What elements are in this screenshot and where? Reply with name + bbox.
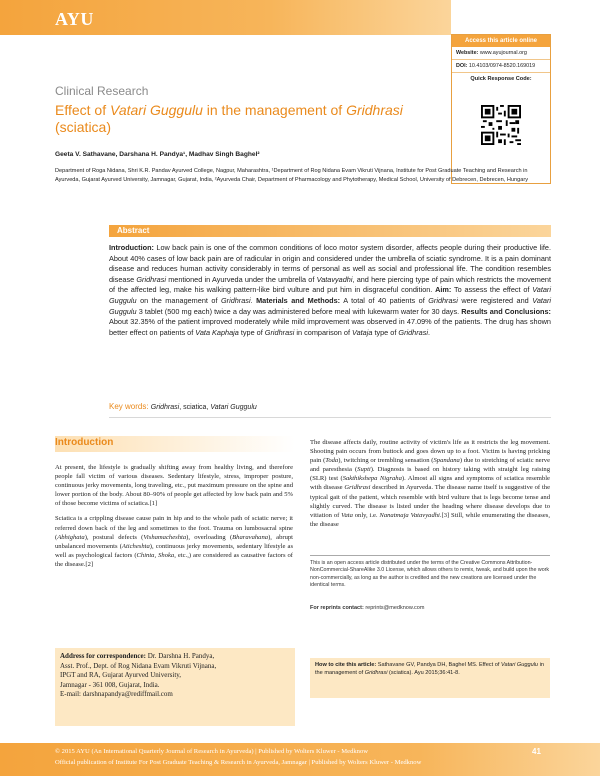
license-note: This is an open access article distributed under the terms of the Creative Commons Attribution-NonCommercial-ShareAlike 3.0 License, which allows others to remix, tweak, and build upon the work non-commercially, as long as the author is credited and the new creations are licensed under the identical terms. — [310, 560, 550, 589]
section-label: Clinical Research — [55, 84, 149, 98]
license-divider — [310, 555, 550, 556]
introduction-heading: Introduction — [55, 437, 114, 448]
author-list: Geeta V. Sathavane, Darshana H. Pandya¹, Madhav Singh Baghel² — [55, 151, 260, 158]
reprints-email[interactable]: reprints@medknow.com — [363, 605, 425, 611]
right-column-paragraph: The disease affects daily, routine activity of victim's life as it restricts the leg movement. Shooting pain occurs from buttock and goes down up to a foot. Victim is having pricking pain (Toda), twitching or trembling sensation (Spandana) due to stretching of sciatic nerve and paresthesia (Supti). Diagnosis is based on history taking with straight leg raising (SLR) test (Sakthikshepa Nigraha). Almost all signs and symptoms of sciatica resemble with disease Gridhrasi described in Ayurveda. The disease name itself is suggestive of the typical gait of the patient, which resemble with bird vulture that is legs become tense and slightly curved. The disease is listed under the heading where disease develops due to vitiation of Vata only, i.e. Nanatmaja Vatavyadhi.[3] Still, while enumerating the diseases, the disease — [310, 439, 551, 528]
keywords-divider — [109, 417, 551, 418]
left-column — [55, 463, 293, 575]
intro-paragraph-2: Sciatica is a crippling disease cause pain in hip and to the whole path of sciatic nerve; it referred down back of the leg and sometimes to the foot. Trauma on lumbosacral spine (Abhighata), postural defects (Vishamacheshta), overloading (Bharavahana), abrupt unbalanced movements (Aticheshta), continuous jerky movements, sedentary lifestyle as well as psychological factors (Chinta, Shoka, etc.,) are considered as causative factors of the disease.[2] — [55, 515, 294, 568]
doi-link[interactable]: 10.4103/0974-8520.169019 — [468, 63, 536, 69]
correspondence-email[interactable]: E-mail: darshnapandya@rediffmail.com — [60, 690, 173, 699]
website-row — [452, 47, 550, 60]
correspondence-box: Address for correspondence: Dr. Darshna H. Pandya, Asst. Prof., Dept. of Rog Nidana Evam Vikruti Vijnana, IPGT and RA, Gujarat Ayurved University, Jamnagar - 361 008, Gujarat, India. E-mail: darshnapandya@rediffmail.com — [55, 648, 295, 726]
abstract-heading-bar — [109, 225, 551, 237]
access-heading: Access this article online — [452, 35, 550, 47]
qr-label: Quick Response Code: — [470, 76, 532, 82]
reprints-contact: For reprints contact: reprints@medknow.com — [310, 605, 425, 611]
citation-box: How to cite this article: Sathavane GV, Pandya DH, Baghel MS. Effect of Vatari Guggulu in the management of Gridhrasi (sciatica). Ayu 2015;36:41-8. — [310, 658, 550, 698]
abstract-body: Introduction: Low back pain is one of the common conditions of loco motor system disorder, affects people during their productive life. About 40% cases of low back pain are of radicular in origin and considered under the umbrella of sciatic syndrome. It is a pain dominant disease and reduces human activity considerably in terms of personal as well as social and professional life. The condition resembles disease Gridhrasi mentioned in Ayurveda under the umbrella of Vatavyadhi, and here piercing type of pain which restricts the movement of the affected leg, make his walking pattern-like bird vulture and put him in disgraceful condition. Aim: To assess the effect of Vatari Guggulu on the management of Gridhrasi. Materials and Methods: A total of 40 patients of Gridhrasi were registered and Vatari Guggulu 3 tablet (500 mg each) twice a day was administered before meal with lukewarm water for 30 days. Results and Conclusions: About 32.35% of the patient improved moderately while mild improvement was observed in 47.09% of the patients. The drug has shown better effect on patients of Vata Kaphaja type of Gridhrasi in comparison of Vataja type of Gridhrasi. — [109, 243, 552, 337]
access-article-box — [451, 34, 551, 184]
keywords: Key words: Gridhrasi, sciatica, Vatari Guggulu — [109, 402, 257, 411]
journal-header-bar — [0, 0, 451, 35]
intro-paragraph-1: At present, the lifestyle is gradually shifting away from healthy living, and therefore people fall victim of various diseases. Sedentary lifestyle, stress, improper posture, continuous jerky movements, long traveling, etc., put maximum pressure on the spine and lower portion of the body. About 80–90% of people get affected by low back pain and 5% of those become victims of sciatica.[1] — [55, 464, 293, 508]
doi-row — [452, 60, 550, 73]
footer-publisher: Official publication of Institute For Post Graduate Teaching & Research in Ayurveda, Jamnagar | Published by Wolters Kluwer - Medknow — [55, 759, 422, 766]
introduction-heading-bar — [55, 436, 295, 452]
qr-code-icon[interactable] — [481, 105, 521, 145]
abstract-heading: Abstract — [117, 226, 150, 235]
affiliations: Department of Roga Nidana, Shri K.R. Pandav Ayurved College, Nagpur, Maharashtra, ¹Department of Rog Nidana Evam Vikruti Vijnana, Institute for Post Graduate Teaching and Research in Ayurveda, Gujarat Ayurved University, Jamnagar, Gujarat, India, ²Ayurveda Chair, Department of Pharmacology and Phytotherapy, Medical School, University of Debrecen, Debrecen, Hungary — [55, 168, 529, 183]
website-label: Website: — [456, 50, 479, 56]
website-link[interactable]: www.ayujournal.org — [479, 50, 527, 56]
doi-label: DOI: — [456, 63, 468, 69]
footer-copyright: © 2015 AYU (An International Quarterly Journal of Research in Ayurveda) | Published by Wolters Kluwer - Medknow — [55, 748, 369, 755]
page-footer — [0, 743, 600, 776]
journal-name: AYU — [55, 9, 94, 29]
article-title: Effect of Vatari Guggulu in the management of Gridhrasi (sciatica) — [55, 102, 403, 135]
page-number: 41 — [532, 747, 541, 756]
